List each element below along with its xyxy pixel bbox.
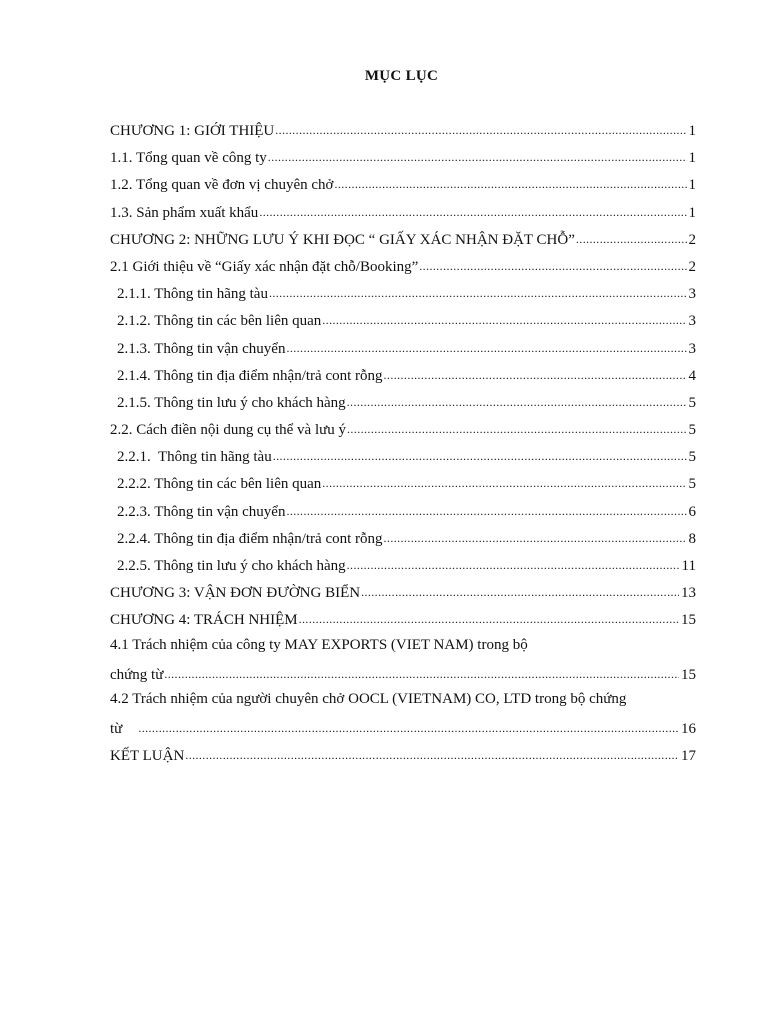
- toc-entry-text: KẾT LUẬN: [110, 748, 185, 765]
- leader-dots: [273, 446, 687, 461]
- toc-page-number: 2: [688, 258, 696, 275]
- toc-page-number: 13: [681, 585, 696, 602]
- toc-entry: [110, 365, 696, 392]
- toc-entry: [110, 120, 696, 147]
- leader-dots: [275, 120, 686, 135]
- toc-page-number: 5: [688, 449, 696, 466]
- toc-entry-text: 2.2.1. Thông tin hãng tàu: [117, 449, 272, 466]
- leader-dots: [269, 283, 687, 298]
- toc-entry: [110, 528, 696, 555]
- toc-page-number: 3: [688, 286, 696, 303]
- table-of-contents: [110, 120, 696, 773]
- toc-entry-text: 2.1.4. Thông tin địa điểm nhận/trả cont rỗng: [117, 367, 383, 384]
- toc-entry-text: 4.1 Trách nhiệm của công ty MAY EXPORTS (VIET NAM) trong bộ: [110, 636, 528, 653]
- toc-page-number: 1: [688, 204, 696, 221]
- leader-dots: [419, 256, 686, 271]
- toc-entry-text: 2.2.3. Thông tin vận chuyển: [117, 503, 286, 520]
- toc-entry: [110, 229, 696, 256]
- toc-entry: [110, 283, 696, 310]
- toc-page-number: 4: [688, 367, 696, 384]
- toc-entry: [110, 392, 696, 419]
- toc-page-number: 2: [688, 231, 696, 248]
- toc-entry-text: 2.2.4. Thông tin địa điểm nhận/trả cont rỗng: [117, 530, 383, 547]
- toc-page-number: 5: [688, 394, 696, 411]
- toc-entry: [110, 147, 696, 174]
- leader-dots: [347, 555, 680, 570]
- leader-dots: [185, 745, 679, 760]
- leader-dots: [259, 202, 686, 217]
- leader-dots: [384, 528, 687, 543]
- toc-page-number: 16: [681, 721, 696, 738]
- toc-entry-text: 2.1.2. Thông tin các bên liên quan: [117, 313, 322, 330]
- leader-dots: [361, 582, 679, 597]
- toc-page-number: 15: [681, 666, 696, 683]
- leader-dots: [576, 229, 687, 244]
- toc-entry: [110, 582, 696, 609]
- toc-entry: [110, 501, 696, 528]
- leader-dots: [268, 147, 687, 162]
- leader-dots: [138, 718, 679, 733]
- toc-entry-text: 1.2. Tổng quan về đơn vị chuyên chở: [110, 177, 334, 194]
- toc-page-number: 5: [688, 422, 696, 439]
- toc-page-number: 1: [688, 123, 696, 139]
- toc-entry-text: 2.1.5. Thông tin lưu ý cho khách hàng: [117, 394, 346, 411]
- toc-entry: [110, 174, 696, 201]
- toc-entry: [110, 745, 696, 772]
- toc-entry-text: 1.1. Tổng quan về công ty: [110, 150, 267, 167]
- toc-entry-line1: [110, 637, 696, 664]
- toc-entry-text: 2.2.5. Thông tin lưu ý cho khách hàng: [117, 558, 346, 574]
- toc-entry: [110, 473, 696, 500]
- toc-entry-text: CHƯƠNG 2: NHỮNG LƯU Ý KHI ĐỌC “ GIẤY XÁC NHẬN ĐẶT CHỖ”: [110, 231, 575, 248]
- toc-entry-text: 4.2 Trách nhiệm của người chuyên chở OOCL (VIETNAM) CO, LTD trong bộ chứng: [110, 690, 627, 707]
- toc-entry: [110, 310, 696, 337]
- leader-dots: [286, 338, 686, 353]
- toc-entry: [110, 256, 696, 283]
- toc-page-number: 15: [681, 612, 696, 629]
- toc-entry-text: 2.1.1. Thông tin hãng tàu: [117, 286, 268, 303]
- toc-page-number: 8: [688, 530, 696, 547]
- toc-entry-text: CHƯƠNG 4: TRÁCH NHIỆM: [110, 612, 298, 629]
- toc-entry-text: CHƯƠNG 1: GIỚI THIỆU: [110, 123, 275, 139]
- toc-entry-text: CHƯƠNG 3: VẬN ĐƠN ĐƯỜNG BIỂN: [110, 585, 361, 602]
- toc-entry-text: 2.2.2. Thông tin các bên liên quan: [117, 476, 322, 493]
- leader-dots: [322, 473, 686, 488]
- toc-entry-text: 2.1 Giới thiệu về “Giấy xác nhận đặt chỗ/Booking”: [110, 258, 419, 275]
- toc-entry: [110, 609, 696, 636]
- toc-entry: [110, 446, 696, 473]
- toc-page-number: 6: [688, 503, 696, 520]
- leader-dots: [347, 419, 686, 434]
- toc-entry-text: từ: [110, 721, 123, 738]
- toc-page-number: 1: [688, 150, 696, 167]
- toc-entry-text: 1.3. Sản phẩm xuất khẩu: [110, 204, 259, 221]
- toc-heading: MỤC LỤC: [364, 68, 439, 84]
- toc-entry-line2: [110, 718, 696, 745]
- toc-entry-line1: [110, 691, 696, 718]
- toc-entry: [110, 338, 696, 365]
- leader-dots: [384, 365, 687, 380]
- leader-dots: [334, 174, 686, 189]
- leader-dots: [347, 392, 687, 407]
- toc-entry: [110, 555, 696, 582]
- toc-entry-text: chứng từ: [110, 666, 164, 683]
- leader-dots: [322, 310, 686, 325]
- toc-page-number: 17: [681, 748, 696, 765]
- toc-entry-text: 2.1.3. Thông tin vận chuyển: [117, 340, 286, 357]
- toc-entry-line2: [110, 664, 696, 691]
- toc-entry-text: 2.2. Cách điền nội dung cụ thể và lưu ý: [110, 422, 347, 439]
- toc-page-number: 3: [688, 340, 696, 357]
- leader-dots: [164, 664, 679, 679]
- toc-entry: [110, 202, 696, 229]
- leader-dots: [286, 501, 686, 516]
- toc-entry: [110, 419, 696, 446]
- leader-dots: [299, 609, 679, 624]
- toc-page-number: 3: [688, 313, 696, 330]
- toc-page-number: 11: [681, 558, 696, 574]
- toc-page-number: 1: [688, 177, 696, 194]
- toc-page-number: 5: [688, 476, 696, 493]
